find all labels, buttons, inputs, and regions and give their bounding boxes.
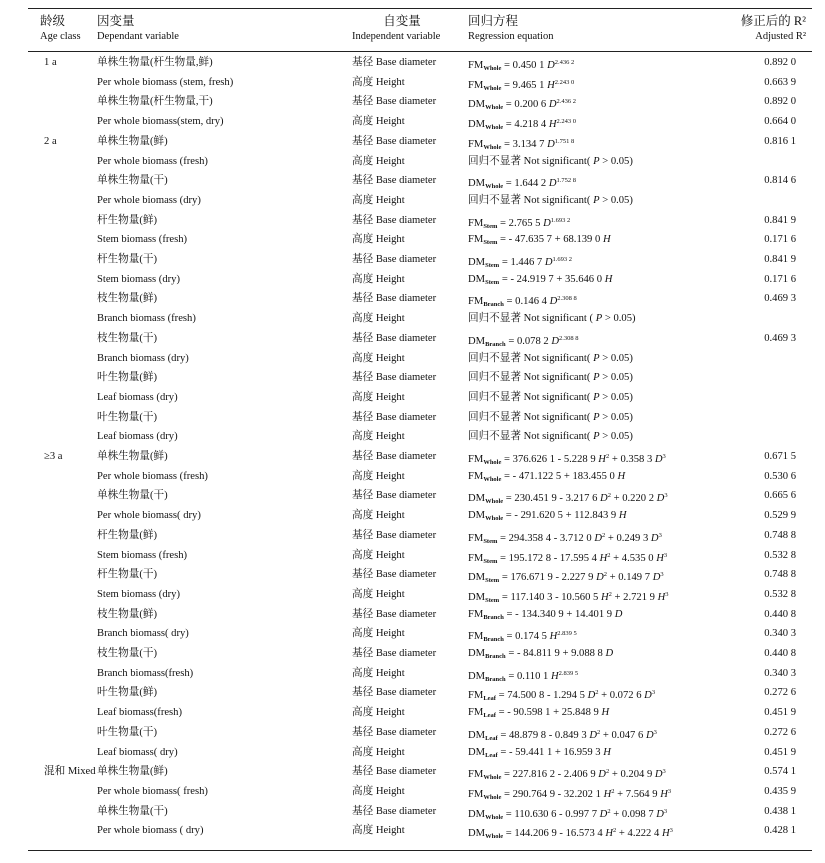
regression-equation-cell: 回归不显著 Not significant( P > 0.05): [468, 411, 633, 423]
independent-variable-cell: 高度 Height: [352, 825, 405, 837]
independent-variable-cell: 基径 Base diameter: [352, 687, 437, 699]
regression-equation-cell: $FM_{Whole} = 3.134$ 7 $D^{1.751 8}$: [468, 137, 575, 151]
regression-equation-cell: $FM_{Whole} = 376.626$ 1 - 5.228 9 $H^2 + 0.358$ 3 $D^3$: [468, 453, 666, 466]
adjusted-r2-cell: 0.532 8: [764, 588, 796, 600]
independent-variable-cell: 高度 Height: [352, 510, 405, 522]
dependent-variable-cell: 杆生物量(干): [97, 569, 158, 581]
regression-equation-cell: 回归不显著 Not significant( P > 0.05): [468, 431, 633, 443]
table-row: [0, 53, 825, 73]
dependent-variable-cell: Leaf biomass(fresh): [97, 707, 183, 719]
table-row: [0, 250, 825, 270]
regression-equation-cell: $DM_{Branch} = 0.078$ 2 $D^{2.308 8}$: [468, 334, 579, 348]
dependent-variable-cell: 枝生物量(鲜): [97, 608, 158, 620]
adjusted-r2-cell: 0.892 0: [764, 57, 796, 68]
adjusted-r2-cell: 0.671 5: [764, 451, 796, 462]
dependent-variable-cell: Per whole biomass ( dry): [97, 825, 204, 837]
dependent-variable-cell: 单株生物量(鲜): [97, 766, 168, 778]
table-row: [0, 329, 825, 349]
table-row: [0, 388, 825, 408]
header-r2-zh: 修正后的 R²: [740, 14, 806, 28]
table-row: [0, 427, 825, 447]
header-eq-zh: 回归方程: [468, 14, 519, 28]
header-dep-zh: 因变量: [97, 14, 135, 28]
age-class-cell: 2 a: [44, 135, 57, 147]
dependent-variable-cell: 杆生物量(干): [97, 254, 158, 265]
independent-variable-cell: 高度 Height: [352, 194, 405, 206]
header-ind-zh: 自变量: [383, 14, 421, 28]
dependent-variable-cell: 单株生物量(杆生物量,干): [97, 96, 213, 108]
regression-equation-cell: $DM_{Whole} = 110.630$ 6 - 0.997 7 $D^2 + 0.098$ 7 $D^3$: [468, 807, 668, 821]
table-row: [0, 349, 825, 369]
regression-equation-cell: $FM_{Branch} = 0.146$ 4 $D^{2.308 8}$: [468, 295, 577, 309]
table-row: [0, 270, 825, 290]
independent-variable-cell: 基径 Base diameter: [352, 293, 437, 305]
table-row: [0, 368, 825, 388]
adjusted-r2-cell: 0.841 9: [764, 254, 796, 265]
adjusted-r2-cell: 0.574 1: [764, 766, 796, 778]
regression-equation-cell: $FM_{Whole} = 290.764$ 9 - 32.202 1 $H^2 + 7.564$ 9 $H^3$: [468, 787, 672, 801]
regression-equation-cell: $FM_{Branch} = 0.174$ 5 $H^{2.839 5}$: [468, 630, 577, 644]
table-row: [0, 506, 825, 526]
table-row: [0, 565, 825, 585]
table-row: [0, 624, 825, 644]
regression-equation-cell: $FM_{Leaf} = 74.500$ 8 - 1.294 5 $D^2 + 0.072$ 6 $D^3$: [468, 689, 656, 703]
table-row: [0, 703, 825, 723]
independent-variable-cell: 基径 Base diameter: [352, 648, 437, 659]
table-row: [0, 467, 825, 487]
age-class-cell: 1 a: [44, 57, 57, 68]
table-row: [0, 762, 825, 782]
regression-equation-cell: $FM_{Whole} = 0.450$ 1 $D^{2.436 2}$: [468, 59, 575, 72]
adjusted-r2-cell: 0.171 6: [764, 273, 796, 285]
regression-equation-cell: 回归不显著 Not significant( P > 0.05): [468, 194, 633, 206]
adjusted-r2-cell: 0.814 6: [764, 175, 796, 187]
dependent-variable-cell: 叶生物量(干): [97, 726, 158, 738]
dependent-variable-cell: 杆生物量(鲜): [97, 214, 158, 226]
independent-variable-cell: 高度 Height: [352, 707, 405, 719]
dependent-variable-cell: Branch biomass (fresh): [97, 313, 196, 325]
header-r2-en: Adjusted R²: [755, 31, 806, 42]
table-row: [0, 821, 825, 841]
regression-equation-cell: $FM_{Stem} = 294.358$ 4 - 3.712 0 $D^2 + 0.249$ 3 $D^3$: [468, 531, 662, 545]
independent-variable-cell: 基径 Base diameter: [352, 569, 437, 581]
table-bottom-rule: [28, 850, 812, 851]
independent-variable-cell: 基径 Base diameter: [352, 805, 437, 817]
regression-equation-cell: 回归不显著 Not significant( P > 0.05): [468, 372, 633, 384]
dependent-variable-cell: Stem biomass (dry): [97, 273, 180, 285]
independent-variable-cell: 基径 Base diameter: [352, 726, 437, 738]
dependent-variable-cell: Per whole biomass( dry): [97, 510, 201, 522]
independent-variable-cell: 高度 Height: [352, 588, 405, 600]
regression-equation-cell: $DM_{Whole} = 144.206$ 9 - 16.573 4 $H^2 + 4.222$ 4 $H^3$: [468, 827, 673, 841]
regression-equation-cell: $FM_{Whole}$ = - 471.122 5 + 183.455 0 H: [468, 470, 626, 483]
regression-equation-cell: $DM_{Leaf}$ = - 59.441 1 + 16.959 3 H: [468, 746, 611, 759]
dependent-variable-cell: Per whole biomass (fresh): [97, 155, 208, 167]
header-dep-en: Dependant variable: [97, 31, 179, 42]
adjusted-r2-cell: 0.440 8: [764, 648, 796, 659]
regression-equation-cell: $DM_{Whole} = 230.451$ 9 - 3.217 6 $D^2 + 0.220$ 2 $D^3$: [468, 492, 668, 506]
table-row: [0, 526, 825, 546]
independent-variable-cell: 基径 Base diameter: [352, 254, 437, 265]
dependent-variable-cell: 单株生物量(干): [97, 805, 168, 817]
regression-equation-cell: $FM_{Whole} = 227.816$ 2 - 2.406 9 $D^2 + 0.204$ 9 $D^3$: [468, 768, 666, 782]
dependent-variable-cell: Leaf biomass( dry): [97, 746, 178, 758]
dependent-variable-cell: Per whole biomass (fresh): [97, 470, 208, 482]
table-row: [0, 191, 825, 211]
independent-variable-cell: 高度 Height: [352, 273, 405, 285]
independent-variable-cell: 高度 Height: [352, 667, 405, 679]
regression-equation-cell: $DM_{Leaf} = 48.879$ 8 - 0.849 3 $D^2 + 0.047$ 6 $D^3$: [468, 728, 657, 742]
table-row: [0, 171, 825, 191]
table-row: [0, 230, 825, 250]
independent-variable-cell: 高度 Height: [352, 391, 405, 403]
adjusted-r2-cell: 0.340 3: [764, 667, 796, 679]
dependent-variable-cell: Per whole biomass (stem, fresh): [97, 76, 234, 88]
table-row: [0, 309, 825, 329]
independent-variable-cell: 高度 Height: [352, 116, 405, 128]
header-eq-en: Regression equation: [468, 31, 554, 42]
table-row: [0, 211, 825, 231]
regression-equation-cell: $FM_{Whole} = 9.465$ 1 $H^{2.243 0}$: [468, 78, 575, 92]
regression-equation-cell: $FM_{Stem} = 195.172$ 8 - 17.595 4 $H^2 + 4.535$ 0 $H^3$: [468, 551, 668, 565]
adjusted-r2-cell: 0.532 8: [764, 549, 796, 561]
adjusted-r2-cell: 0.340 3: [764, 628, 796, 640]
regression-equation-cell: $DM_{Branch}$ = - 84.811 9 + 9.088 8 D: [468, 648, 614, 660]
regression-equation-cell: $FM_{Stem}$ = - 47.635 7 + 68.139 0 H: [468, 234, 611, 247]
adjusted-r2-cell: 0.748 8: [764, 569, 796, 581]
dependent-variable-cell: 单株生物量(干): [97, 490, 168, 502]
adjusted-r2-cell: 0.451 9: [764, 707, 796, 719]
dependent-variable-cell: 枝生物量(鲜): [97, 293, 158, 305]
table-row: [0, 447, 825, 467]
header-bottom-rule: [28, 51, 812, 52]
header-independent-variable: [352, 14, 452, 44]
table-row: [0, 289, 825, 309]
regression-equation-cell: 回归不显著 Not significant( P > 0.05): [468, 155, 633, 167]
dependent-variable-cell: 叶生物量(鲜): [97, 372, 158, 384]
dependent-variable-cell: Stem biomass (fresh): [97, 234, 188, 246]
independent-variable-cell: 基径 Base diameter: [352, 332, 437, 344]
independent-variable-cell: 高度 Height: [352, 549, 405, 561]
table-row: [0, 723, 825, 743]
dependent-variable-cell: 单株生物量(鲜): [97, 451, 168, 462]
table-row: [0, 743, 825, 763]
header-adjusted-r2: [728, 14, 806, 44]
header-age-en: Age class: [40, 31, 81, 42]
regression-equation-cell: $DM_{Whole} = 1.644$ 2 $D^{1.752 8}$: [468, 177, 576, 191]
table-top-rule: [28, 8, 812, 9]
independent-variable-cell: 基径 Base diameter: [352, 411, 437, 423]
table-row: [0, 408, 825, 428]
independent-variable-cell: 高度 Height: [352, 234, 405, 246]
adjusted-r2-cell: 0.892 0: [764, 96, 796, 108]
dependent-variable-cell: Per whole biomass( fresh): [97, 785, 208, 797]
adjusted-r2-cell: 0.816 1: [764, 135, 796, 147]
independent-variable-cell: 基径 Base diameter: [352, 175, 437, 187]
adjusted-r2-cell: 0.438 1: [764, 805, 796, 817]
table-row: [0, 605, 825, 625]
table-row: [0, 486, 825, 506]
regression-equation-cell: $DM_{Branch} = 0.110$ 1 $H^{2.839 5}$: [468, 669, 579, 683]
adjusted-r2-cell: 0.451 9: [764, 746, 796, 758]
independent-variable-cell: 高度 Height: [352, 746, 405, 758]
regression-equation-cell: $DM_{Whole} = 4.218$ 4 $H^{2.243 0}$: [468, 118, 576, 132]
independent-variable-cell: 高度 Height: [352, 352, 405, 364]
adjusted-r2-cell: 0.529 9: [764, 510, 796, 522]
regression-equation-cell: $FM_{Stem} = 2.765$ 5 $D^{1.693 2}$: [468, 216, 571, 230]
independent-variable-cell: 基径 Base diameter: [352, 608, 437, 620]
independent-variable-cell: 基径 Base diameter: [352, 57, 437, 68]
dependent-variable-cell: Stem biomass (fresh): [97, 549, 188, 561]
table-row: [0, 585, 825, 605]
independent-variable-cell: 高度 Height: [352, 785, 405, 797]
dependent-variable-cell: Per whole biomass (dry): [97, 194, 201, 206]
table-row: [0, 782, 825, 802]
dependent-variable-cell: Branch biomass( dry): [97, 628, 189, 640]
regression-equation-cell: $DM_{Stem} = 1.446$ 7 $D^{1.693 2}$: [468, 256, 573, 269]
regression-equation-cell: $DM_{Stem} = 117.140$ 3 - 10.560 5 $H^2 + 2.721$ 9 $H^3$: [468, 590, 669, 604]
regression-equation-cell: $DM_{Whole} = 0.200$ 6 $D^{2.436 2}$: [468, 98, 576, 112]
adjusted-r2-cell: 0.665 6: [764, 490, 796, 502]
dependent-variable-cell: Leaf biomass (dry): [97, 391, 178, 403]
regression-equation-cell: $FM_{Leaf}$ = - 90.598 1 + 25.848 9 H: [468, 707, 610, 720]
table-row: [0, 546, 825, 566]
regression-equation-cell: $FM_{Branch}$ = - 134.340 9 + 14.401 9 D: [468, 608, 623, 621]
dependent-variable-cell: 枝生物量(干): [97, 332, 158, 344]
adjusted-r2-cell: 0.171 6: [764, 234, 796, 246]
header-ind-en: Independent variable: [352, 31, 441, 42]
independent-variable-cell: 基径 Base diameter: [352, 766, 437, 778]
independent-variable-cell: 基径 Base diameter: [352, 96, 437, 108]
independent-variable-cell: 高度 Height: [352, 628, 405, 640]
dependent-variable-cell: 叶生物量(干): [97, 411, 158, 423]
table-row: [0, 644, 825, 664]
regression-equation-cell: 回归不显著 Not significant( P > 0.05): [468, 352, 633, 364]
adjusted-r2-cell: 0.435 9: [764, 785, 796, 797]
independent-variable-cell: 基径 Base diameter: [352, 372, 437, 384]
age-class-cell: ≥3 a: [44, 451, 63, 462]
adjusted-r2-cell: 0.664 0: [764, 116, 796, 128]
independent-variable-cell: 基径 Base diameter: [352, 214, 437, 226]
table-row: [0, 132, 825, 152]
dependent-variable-cell: 单株生物量(干): [97, 175, 168, 187]
independent-variable-cell: 基径 Base diameter: [352, 451, 437, 462]
header-age-class: [40, 14, 81, 44]
independent-variable-cell: 基径 Base diameter: [352, 135, 437, 147]
adjusted-r2-cell: 0.428 1: [764, 825, 796, 837]
independent-variable-cell: 基径 Base diameter: [352, 490, 437, 502]
regression-equation-cell: 回归不显著 Not significant ( P > 0.05): [468, 313, 636, 325]
table-row: [0, 92, 825, 112]
dependent-variable-cell: 杆生物量(鲜): [97, 529, 158, 541]
independent-variable-cell: 高度 Height: [352, 470, 405, 482]
adjusted-r2-cell: 0.841 9: [764, 214, 796, 226]
regression-equation-cell: $DM_{Stem}$ = - 24.919 7 + 35.646 0 H: [468, 273, 613, 286]
adjusted-r2-cell: 0.469 3: [764, 293, 796, 305]
table-row: [0, 802, 825, 822]
dependent-variable-cell: 枝生物量(干): [97, 648, 158, 659]
dependent-variable-cell: Branch biomass(fresh): [97, 667, 194, 679]
dependent-variable-cell: Leaf biomass (dry): [97, 431, 178, 443]
regression-equation-cell: $DM_{Stem} = 176.671$ 9 - 2.227 9 $D^2 + 0.149$ 7 $D^3$: [468, 571, 664, 585]
table-row: [0, 664, 825, 684]
adjusted-r2-cell: 0.440 8: [764, 608, 796, 620]
dependent-variable-cell: 单株生物量(鲜): [97, 135, 168, 147]
table-row: [0, 683, 825, 703]
adjusted-r2-cell: 0.272 6: [764, 726, 796, 738]
header-age-zh: 龄级: [40, 14, 66, 28]
independent-variable-cell: 基径 Base diameter: [352, 529, 437, 541]
adjusted-r2-cell: 0.272 6: [764, 687, 796, 699]
table-row: [0, 112, 825, 132]
header-regression-equation: [468, 14, 553, 44]
adjusted-r2-cell: 0.469 3: [764, 332, 796, 344]
adjusted-r2-cell: 0.748 8: [764, 529, 796, 541]
dependent-variable-cell: 叶生物量(鲜): [97, 687, 158, 699]
independent-variable-cell: 高度 Height: [352, 431, 405, 443]
dependent-variable-cell: Per whole biomass(stem, dry): [97, 116, 224, 128]
table-row: [0, 152, 825, 172]
age-class-cell: 混和 Mixed: [44, 766, 96, 778]
dependent-variable-cell: Branch biomass (dry): [97, 352, 189, 364]
header-dependent-variable: [97, 14, 179, 44]
independent-variable-cell: 高度 Height: [352, 313, 405, 325]
adjusted-r2-cell: 0.530 6: [764, 470, 796, 482]
dependent-variable-cell: Stem biomass (dry): [97, 588, 180, 600]
dependent-variable-cell: 单株生物量(杆生物量,鲜): [97, 57, 213, 68]
adjusted-r2-cell: 0.663 9: [764, 76, 796, 88]
regression-equation-cell: 回归不显著 Not significant( P > 0.05): [468, 391, 633, 403]
regression-equation-cell: $DM_{Whole}$ = - 291.620 5 + 112.843 9 H: [468, 510, 627, 523]
independent-variable-cell: 高度 Height: [352, 76, 405, 88]
independent-variable-cell: 高度 Height: [352, 155, 405, 167]
table-row: [0, 73, 825, 93]
